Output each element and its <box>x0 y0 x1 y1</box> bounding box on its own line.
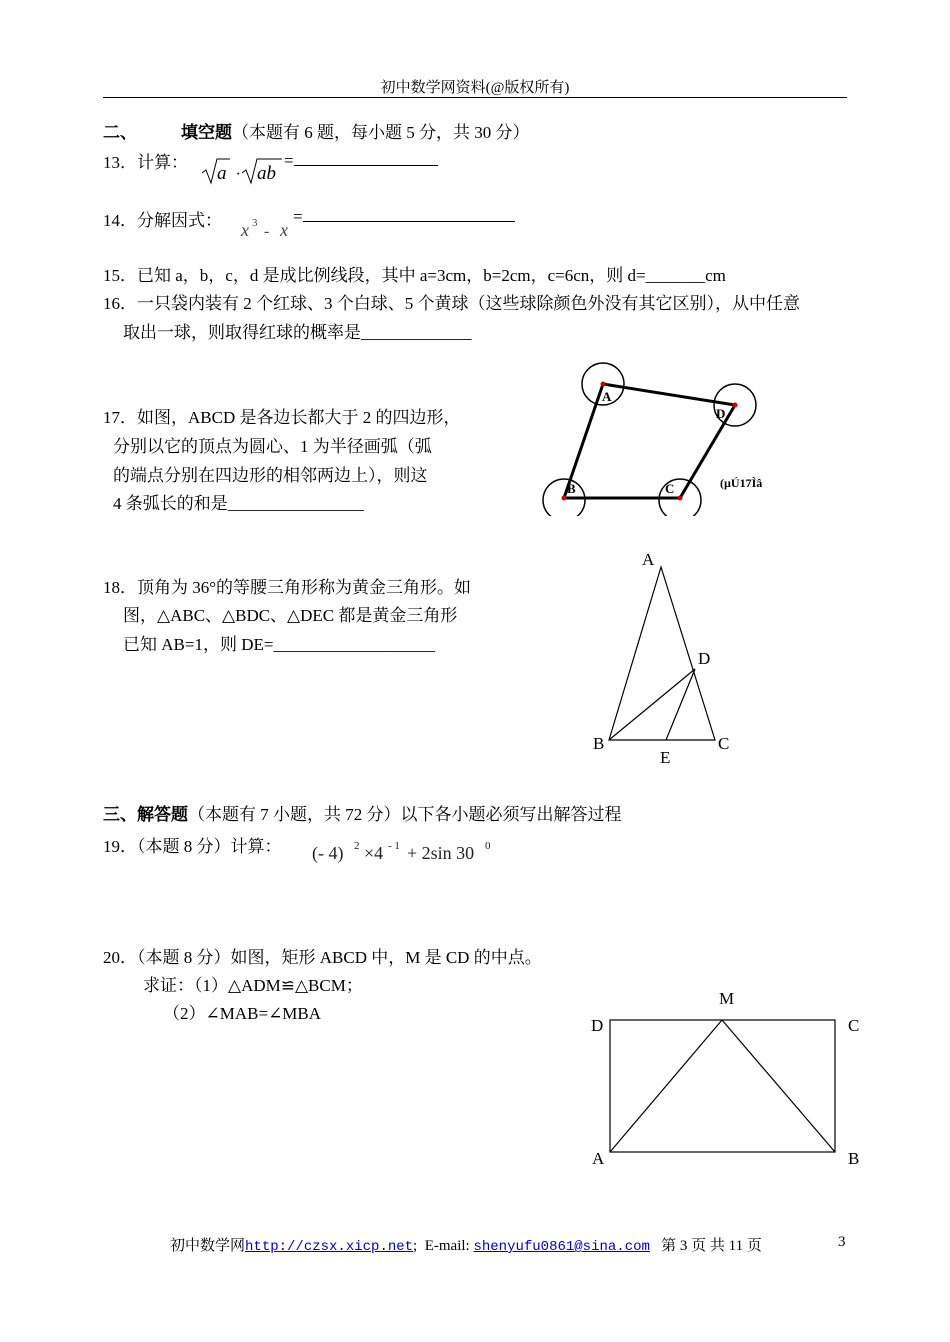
q14-formula <box>240 214 300 247</box>
page-header: 初中数学网资料(@版权所有) <box>380 80 570 96</box>
q18-line2: 图，△ABC、△BDC、△DEC 都是黄金三角形 <box>123 606 458 625</box>
q20-line2: 求证：（1）△ADM≌△BCM； <box>143 976 363 995</box>
q20-label-b: B <box>848 1149 860 1168</box>
q19-label: 19．（本题 8 分）计算： <box>103 837 282 856</box>
svg-text:x: x <box>241 220 249 240</box>
q17-caption: (µÚ17Ìâ <box>720 476 763 490</box>
svg-text:ab: ab <box>257 163 276 184</box>
q19-formula <box>312 838 502 868</box>
q17-line1: 17．如图，ABCD 是各边长都大于 2 的四边形， <box>103 408 461 427</box>
footer-sep: ; <box>413 1238 418 1254</box>
q14-blank <box>303 206 515 222</box>
q18-label-e: E <box>660 748 671 767</box>
q13-formula <box>200 156 286 186</box>
q20-segment-mb <box>722 1020 835 1152</box>
q20-segment-am <box>610 1020 722 1152</box>
q17-line2: 分别以它的顶点为圆心、1 为半径画弧（弧 <box>113 437 432 456</box>
svg-text:+ 2sin 30: + 2sin 30 <box>407 843 475 863</box>
svg-text:0: 0 <box>485 840 491 852</box>
q20-label-d: D <box>591 1016 604 1035</box>
footer-pages: 第 3 页 共 11 页 <box>661 1238 762 1254</box>
section2-note: （本题有 6 题，每小题 5 分，共 30 分） <box>232 123 530 142</box>
svg-text:(- 4): (- 4) <box>312 843 344 863</box>
q18-segment-bd <box>609 669 695 740</box>
svg-text:2: 2 <box>354 840 360 852</box>
section3-heading <box>103 800 622 825</box>
header-rule <box>103 97 847 98</box>
q14-eq: = <box>293 207 303 226</box>
svg-text:·: · <box>236 166 240 183</box>
section3-note: （本题有 7 小题，共 72 分）以下各小题必须写出解答过程 <box>188 805 622 824</box>
svg-text:×4: ×4 <box>364 843 384 863</box>
q14-label: 14．分解因式： <box>103 211 222 230</box>
q18-line3: 已知 AB=1，则 DE=___________________ <box>123 635 435 654</box>
page-number: 3 <box>838 1234 846 1250</box>
q14-answer <box>293 206 515 227</box>
q13-blank <box>294 150 438 166</box>
svg-text:3: 3 <box>252 217 258 229</box>
q17-label-d: D <box>716 406 726 421</box>
section2-number: 二、 <box>103 123 137 142</box>
q20-figure <box>585 985 870 1170</box>
q17-label-a: A <box>602 389 612 404</box>
q20-line3: （2）∠MAB=∠MBA <box>163 1004 322 1023</box>
q18-label-b: B <box>593 734 605 753</box>
section3-title: 三、解答题 <box>103 805 188 824</box>
q18-segment-de <box>666 669 695 740</box>
q17-line4: 4 条弧长的和是________________ <box>113 494 364 513</box>
q20-rectangle <box>610 1020 835 1152</box>
footer-site: 初中数学网 <box>170 1238 246 1254</box>
q18-label-d: D <box>698 649 711 668</box>
svg-text:-: - <box>264 223 270 240</box>
footer-email-link[interactable]: shenyufu0861@sina.com <box>473 1239 650 1255</box>
q18-label-c: C <box>718 734 730 753</box>
q18-label-a: A <box>642 550 655 569</box>
q20-label-a: A <box>592 1149 605 1168</box>
section2-heading <box>103 118 530 143</box>
q17-label-c: C <box>665 481 675 496</box>
q18-figure <box>585 545 745 770</box>
svg-text:x: x <box>280 220 288 240</box>
q18-line1: 18．顶角为 36°的等腰三角形称为黄金三角形。如 <box>103 578 472 597</box>
q13-eq: = <box>284 151 294 170</box>
q13-label: 13．计算： <box>103 153 188 172</box>
q17-label-b: B <box>567 481 576 496</box>
q20-line1: 20．（本题 8 分）如图，矩形 ABCD 中，M 是 CD 的中点。 <box>103 948 542 967</box>
svg-text:a: a <box>217 163 227 184</box>
q20-label-c: C <box>848 1016 860 1035</box>
page-footer <box>170 1234 762 1255</box>
section2-title: 填空题 <box>181 123 232 142</box>
q16-line2: 取出一球，则取得红球的概率是_____________ <box>123 323 472 342</box>
q17-figure <box>535 360 785 520</box>
footer-url-link[interactable]: http://czsx.xicp.net <box>245 1239 414 1255</box>
q16-line1: 16．一只袋内装有 2 个红球、3 个白球、5 个黄球（这些球除颜色外没有其它区别），从中任意 <box>103 294 800 313</box>
q13-sqrt-expression <box>200 156 286 186</box>
q13-answer <box>284 150 438 171</box>
svg-text:- 1: - 1 <box>388 840 400 852</box>
q20-label-m: M <box>719 989 735 1008</box>
q17-line3: 的端点分别在四边形的相邻两边上），则这 <box>113 466 428 485</box>
footer-email-label: E-mail: <box>424 1238 470 1254</box>
q14-polynomial <box>240 214 300 242</box>
q15-text: 15．已知 a，b，c，d 是成比例线段，其中 a=3cm，b=2cm，c=6cn，则 d=_______cm <box>103 266 726 285</box>
